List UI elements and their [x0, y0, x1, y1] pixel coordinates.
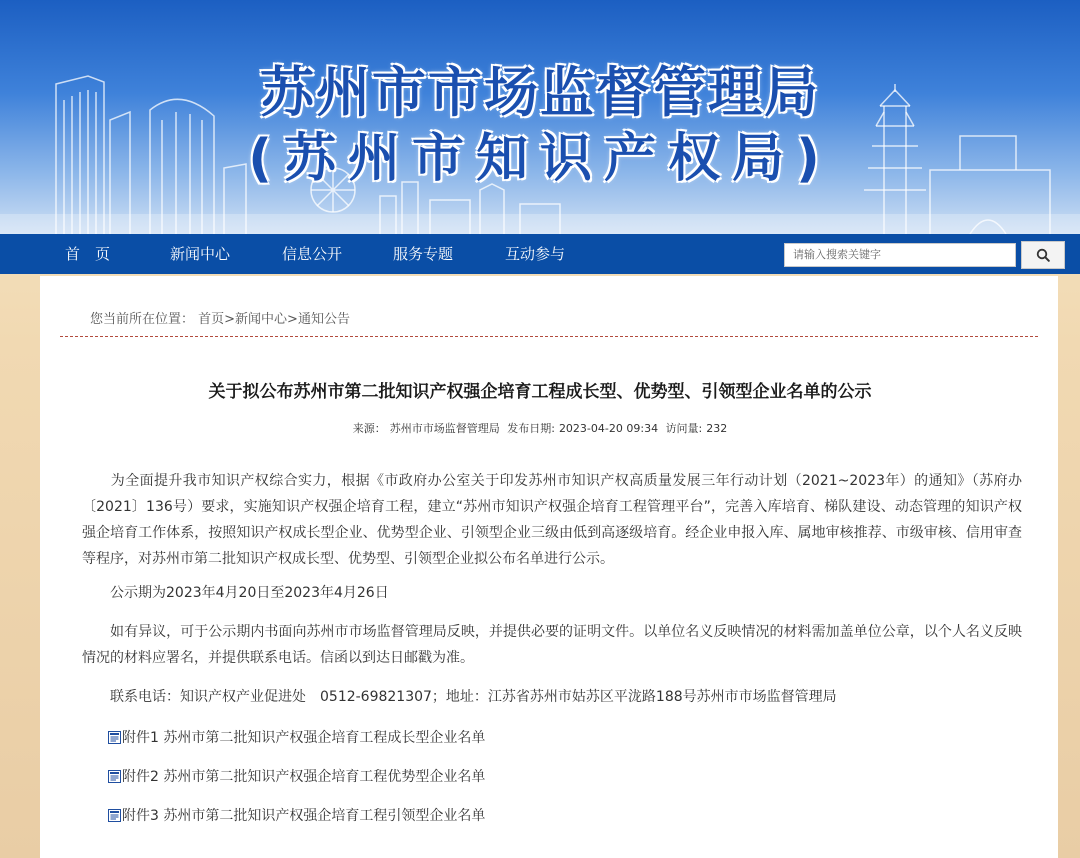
article-paragraph-objection: 如有异议，可于公示期内书面向苏州市市场监督管理局反映，并提供必要的证明文件。以单位名义反映情况的材料需加盖单位公章，以个人名义反映情况的材料应署名，并提供联系电话。信函以到达日邮戳为准。 — [82, 624, 1022, 666]
attachment-label: 附件3 苏州市第二批知识产权强企培育工程引领型企业名单 — [122, 808, 486, 824]
search-button[interactable] — [1021, 241, 1065, 269]
banner-title-sub: (苏州市知识产权局) — [248, 129, 832, 189]
meta-date: 2023-04-20 09:34 — [558, 422, 659, 435]
search-icon — [1036, 248, 1050, 262]
attachment-label: 附件2 苏州市第二批知识产权强企培育工程优势型企业名单 — [122, 769, 486, 785]
article-meta — [0, 420, 1080, 436]
breadcrumb-divider — [60, 336, 1038, 337]
attachment-label: 附件1 苏州市第二批知识产权强企培育工程成长型企业名单 — [122, 730, 486, 746]
meta-views: 232 — [706, 422, 728, 435]
meta-views-label: 访问量: — [665, 422, 703, 435]
site-banner — [0, 0, 1080, 234]
nav-item-services[interactable]: 服务专题 — [393, 245, 454, 263]
attachment-link-3[interactable] — [108, 805, 485, 825]
attachment-link-1[interactable] — [108, 727, 485, 747]
breadcrumb — [90, 308, 350, 327]
banner-title-main: 苏州市市场监督管理局 — [260, 61, 820, 124]
article-paragraph-contact: 联系电话：知识产权产业促进处 0512-69821307；地址：江苏省苏州市姑苏区平泷路188号苏州市市场监督管理局 — [82, 689, 837, 705]
meta-date-label: 发布日期: — [507, 422, 555, 435]
nav-item-info-disclosure[interactable]: 信息公开 — [282, 245, 343, 263]
document-icon — [108, 770, 121, 783]
nav-item-news[interactable]: 新闻中心 — [170, 245, 231, 263]
article-paragraph-period: 公示期为2023年4月20日至2023年4月26日 — [82, 585, 389, 601]
breadcrumb-path[interactable]: 首页>新闻中心>通知公告 — [198, 312, 350, 327]
breadcrumb-prefix: 您当前所在位置： — [90, 312, 195, 327]
nav-item-interaction[interactable]: 互动参与 — [505, 245, 566, 263]
document-icon — [108, 731, 121, 744]
search-input[interactable]: 请输入搜索关键字 — [784, 243, 1016, 267]
nav-item-home[interactable]: 首 页 — [65, 245, 111, 263]
meta-source: 苏州市市场监督管理局 — [389, 422, 500, 435]
attachment-link-2[interactable] — [108, 766, 485, 786]
meta-source-label: 来源： — [352, 422, 386, 435]
article-title: 关于拟公布苏州市第二批知识产权强企培育工程成长型、优势型、引领型企业名单的公示 — [208, 382, 872, 402]
document-icon — [108, 809, 121, 822]
article-paragraph-intro: 为全面提升我市知识产权综合实力，根据《市政府办公室关于印发苏州市知识产权高质量发展三年行动计划（2021~2023年）的通知》（苏府办〔2021〕136号）要求，实施知识产权强企培育工程，建立“苏州市知识产权强企培育工程管理平台”，完善入库培育、梯队建设、动态管理的知识产权强企培育工作体系，按照知识产权成长型企业、优势型企业、引领型企业三级由低到高逐级培育。经企业申报入库、属地审核推荐、市级审核、信用审查等程序，对苏州市第二批知识产权成长型、优势型、引领型企业拟公布名单进行公示。 — [82, 473, 1022, 567]
